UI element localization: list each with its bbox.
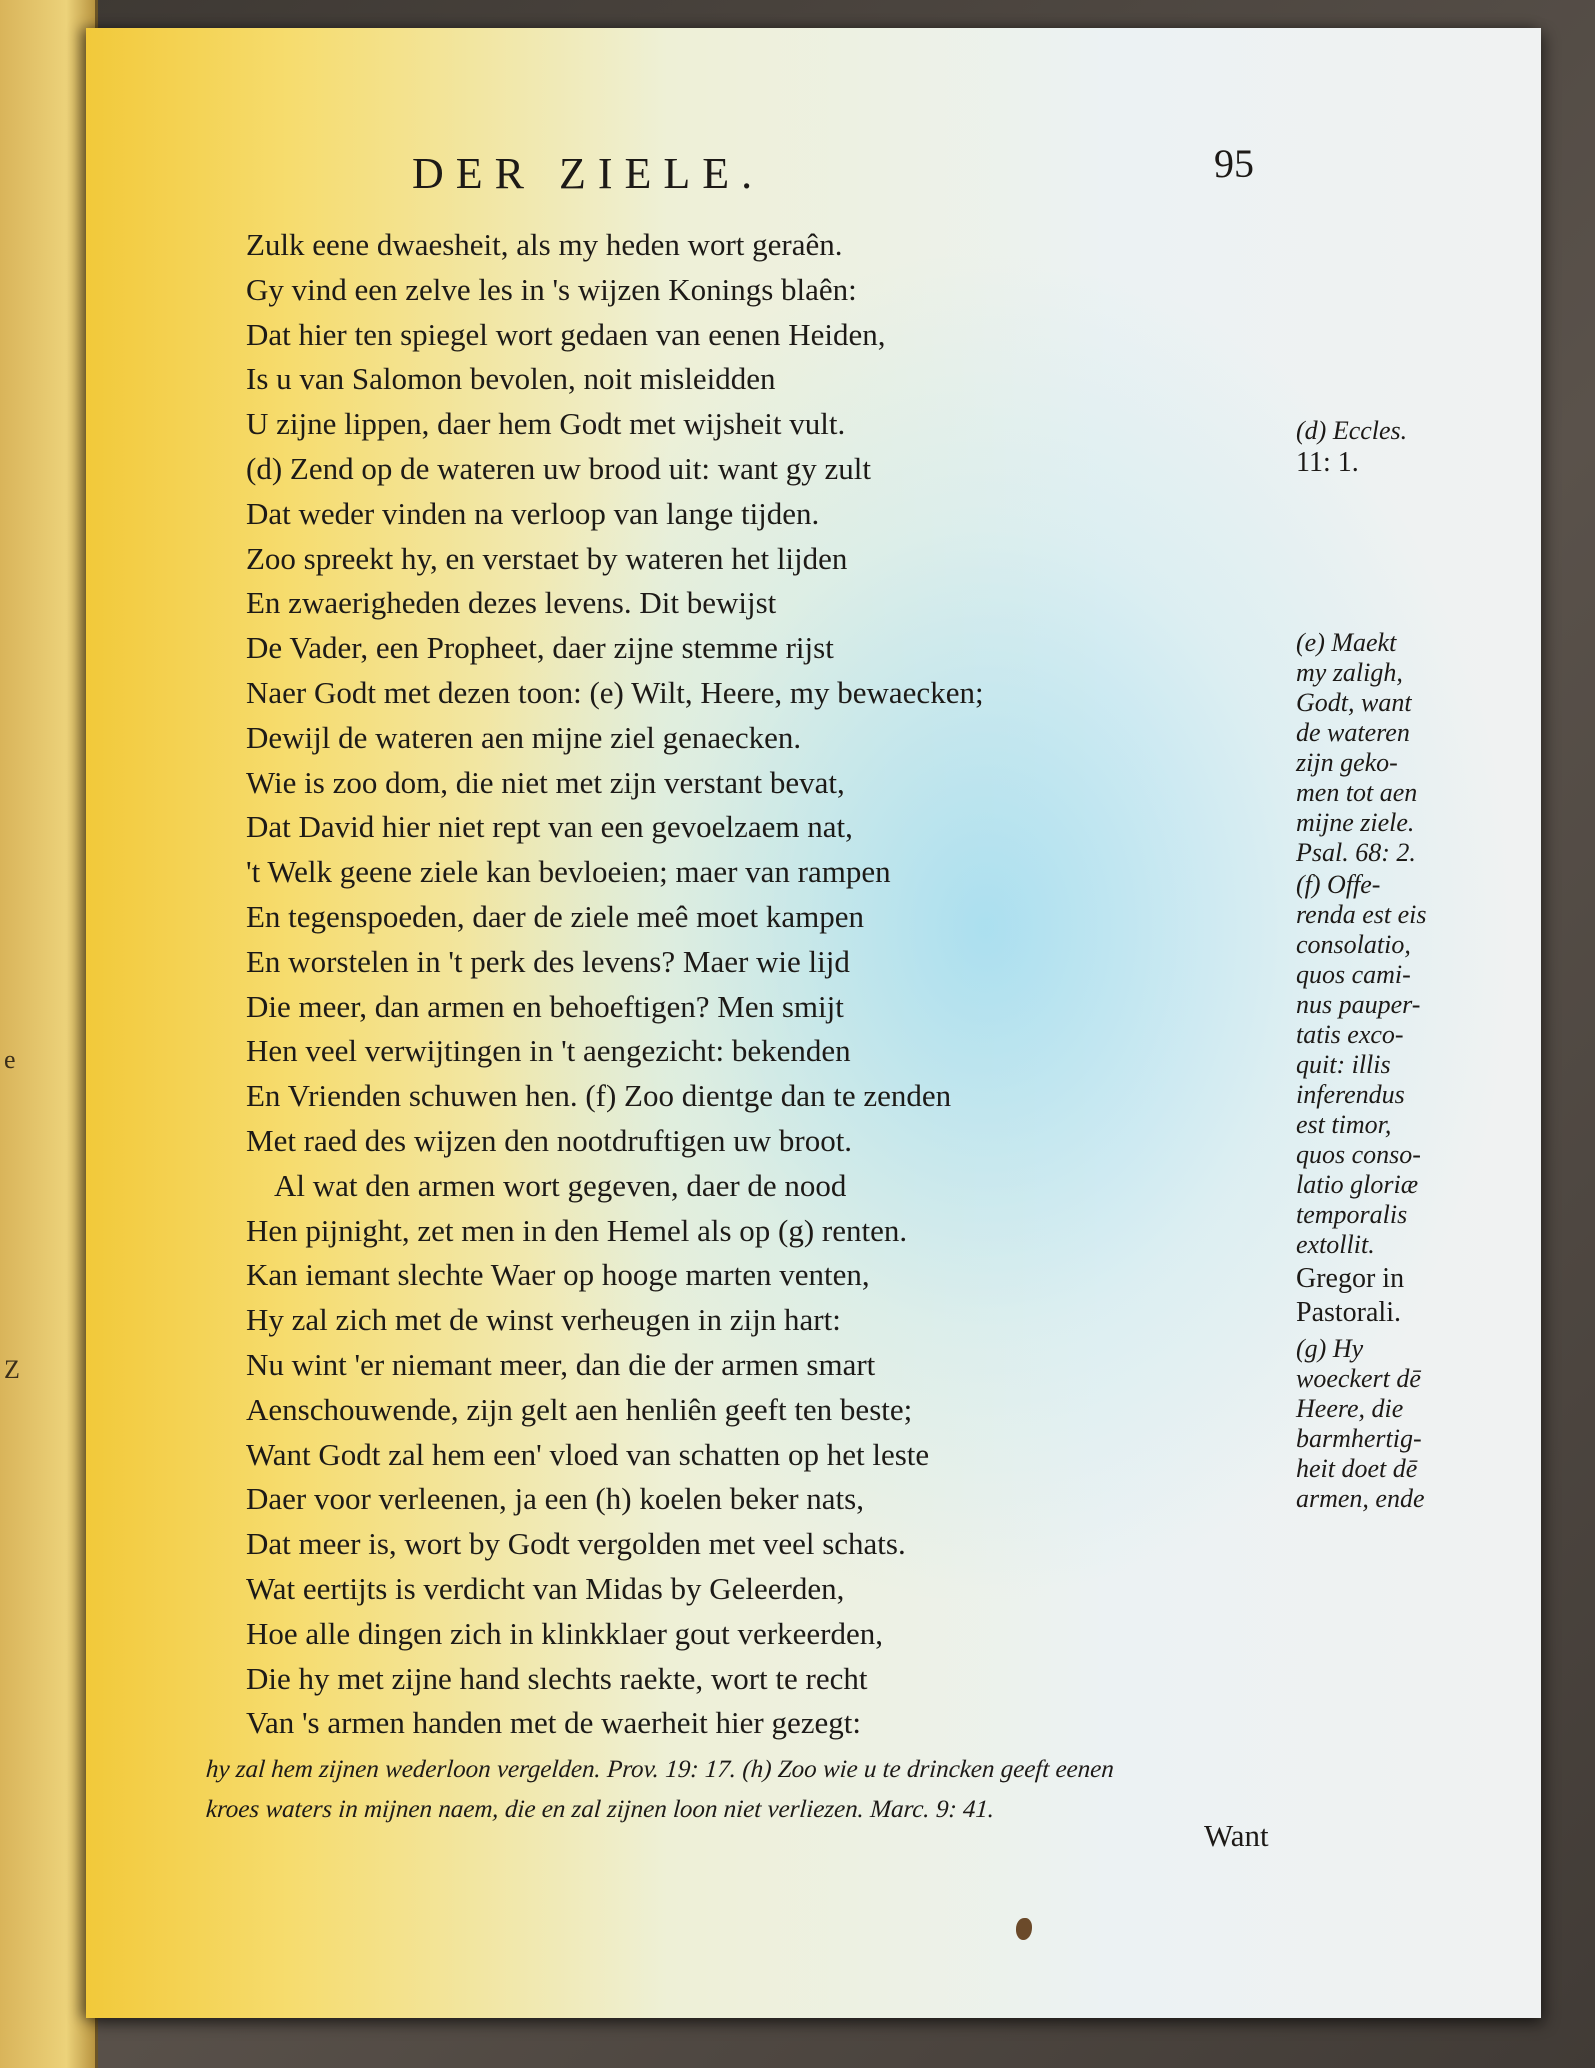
verse-line: Zoo spreekt hy, en verstaet by wateren het lijden xyxy=(246,540,848,576)
sidenote-f-line: quos conso- xyxy=(1296,1140,1421,1169)
sidenote-f-line: est timor, xyxy=(1296,1110,1392,1139)
catchword: Want xyxy=(1204,1818,1269,1853)
sidenote-f-line: inferendus xyxy=(1296,1080,1405,1109)
sidenote-f-line: renda est eis xyxy=(1296,900,1427,929)
sidenote-g-line: Heere, die xyxy=(1296,1394,1404,1423)
sidenote-g-line: (g) Hy xyxy=(1296,1334,1364,1363)
verse-line: Hen pijnight, zet men in den Hemel als op (g) renten. xyxy=(246,1212,908,1248)
left-facing-page-edge xyxy=(0,0,98,2068)
sidenote-f-line: nus pauper- xyxy=(1296,990,1421,1019)
verse-line: Gy vind een zelve les in 's wijzen Konings blaên: xyxy=(246,271,857,307)
sidenote-e-line: Godt, want xyxy=(1296,688,1412,717)
sidenote-g-line: barmhertig- xyxy=(1296,1424,1422,1453)
verse-line: Wat eertijts is verdicht van Midas by Geleerden, xyxy=(246,1570,845,1606)
sidenote-f-line: tatis exco- xyxy=(1296,1020,1404,1049)
sidenote-e-line: my zaligh, xyxy=(1296,658,1403,687)
verse-line: Van 's armen handen met de waerheit hier gezegt: xyxy=(246,1705,861,1741)
verse-line: Dat hier ten spiegel wort gedaen van eenen Heiden, xyxy=(246,316,886,352)
sidenote-f-line: (f) Offe- xyxy=(1296,870,1381,899)
verse-line: En worstelen in 't perk des levens? Maer wie lijd xyxy=(246,943,850,979)
verse-line: Want Godt zal hem een' vloed van schatten op het leste xyxy=(246,1436,930,1472)
footnote-line: kroes waters in mijnen naem, die en zal zijnen loon niet verliezen. Marc. 9: 41. xyxy=(205,1796,996,1823)
sidenote-source-line: Pastorali. xyxy=(1296,1297,1401,1328)
verse-line: Aenschouwende, zijn gelt aen henliên geeft ten beste; xyxy=(246,1391,913,1427)
sidenote-e-line: zijn geko- xyxy=(1296,748,1398,777)
verse-line: Dat meer is, wort by Godt vergolden met veel schats. xyxy=(246,1526,906,1562)
verse-line: Die meer, dan armen en behoeftigen? Men smijt xyxy=(246,988,844,1024)
verse-line: De Vader, een Propheet, daer zijne stemme rijst xyxy=(246,630,834,666)
sidenote-e-line: (e) Maekt xyxy=(1296,628,1397,657)
verse-line: Daer voor verleenen, ja een (h) koelen beker nats, xyxy=(246,1481,864,1517)
sidenote-f-line: quit: illis xyxy=(1296,1050,1391,1079)
footnote-line: hy zal hem zijnen wederloon vergelden. Prov. 19: 17. (h) Zoo wie u te drincken geeft eenen xyxy=(205,1756,1115,1783)
verse-line: Dewijl de wateren aen mijne ziel genaecken. xyxy=(246,719,802,755)
left-page-fragment: e xyxy=(4,1045,16,1074)
sidenote-source-line: Gregor in xyxy=(1296,1263,1405,1294)
sidenote-g-line: heit doet dē xyxy=(1296,1454,1418,1483)
sidenote-d-line: (d) Eccles. xyxy=(1296,416,1408,445)
verse-line: Hy zal zich met de winst verheugen in zijn hart: xyxy=(246,1302,841,1338)
running-head: DER ZIELE. xyxy=(412,149,765,198)
sidenote-e-line: men tot aen xyxy=(1296,778,1418,807)
verse-line: En tegenspoeden, daer de ziele meê moet kampen xyxy=(246,898,865,934)
verse-line: En Vrienden schuwen hen. (f) Zoo dientge dan te zenden xyxy=(246,1078,952,1114)
sidenote-e-line: mijne ziele. xyxy=(1296,808,1415,837)
sidenote-f-line: quos cami- xyxy=(1296,960,1411,989)
sidenote-d-line: 11: 1. xyxy=(1296,447,1359,478)
sidenote-f-line: temporalis xyxy=(1296,1200,1408,1229)
book-page xyxy=(86,28,1541,2018)
sidenote-g-line: woeckert dē xyxy=(1296,1364,1421,1393)
verse-line: 't Welk geene ziele kan bevloeien; maer van rampen xyxy=(246,854,891,890)
verse-line: Nu wint 'er niemant meer, dan die der armen smart xyxy=(246,1346,876,1382)
page-number: 95 xyxy=(1214,141,1254,186)
verse-line: Al wat den armen wort gegeven, daer de nood xyxy=(274,1167,847,1203)
verse-line: Die hy met zijne hand slechts raekte, wort te recht xyxy=(246,1660,868,1696)
left-page-fragment: Z xyxy=(4,1355,20,1384)
sidenote-f-line: latio gloriæ xyxy=(1296,1170,1419,1199)
verse-line: Is u van Salomon bevolen, noit misleidden xyxy=(246,361,776,397)
verse-line: Kan iemant slechte Waer op hooge marten venten, xyxy=(246,1257,870,1293)
sidenote-e-line: de wateren xyxy=(1296,718,1410,747)
verse-line: Dat weder vinden na verloop van lange tijden. xyxy=(246,495,820,531)
verse-line: (d) Zend op de wateren uw brood uit: want gy zult xyxy=(246,450,871,486)
verse-line: Hoe alle dingen zich in klinkklaer gout verkeerden, xyxy=(246,1615,883,1651)
verse-line: Dat David hier niet rept van een gevoelzaem nat, xyxy=(246,809,853,845)
sidenote-f-line: consolatio, xyxy=(1296,930,1411,959)
sidenote-f-line: extollit. xyxy=(1296,1230,1375,1259)
verse-line: Met raed des wijzen den nootdruftigen uw broot. xyxy=(246,1122,853,1158)
verse-block xyxy=(246,223,1146,1746)
sidenote-e-line: Psal. 68: 2. xyxy=(1296,838,1416,867)
verse-line: Naer Godt met dezen toon: (e) Wilt, Heere, my bewaecken; xyxy=(246,674,984,710)
verse-line: Hen veel verwijtingen in 't aengezicht: bekenden xyxy=(246,1033,851,1069)
verse-line: Wie is zoo dom, die niet met zijn verstant bevat, xyxy=(246,764,845,800)
sidenote-g-line: armen, ende xyxy=(1296,1484,1425,1513)
ink-stain xyxy=(1016,1918,1032,1940)
verse-line: Zulk eene dwaesheit, als my heden wort geraên. xyxy=(246,227,843,262)
verse-line: En zwaerigheden dezes levens. Dit bewijst xyxy=(246,585,777,621)
verse-line: U zijne lippen, daer hem Godt met wijsheit vult. xyxy=(246,406,846,442)
